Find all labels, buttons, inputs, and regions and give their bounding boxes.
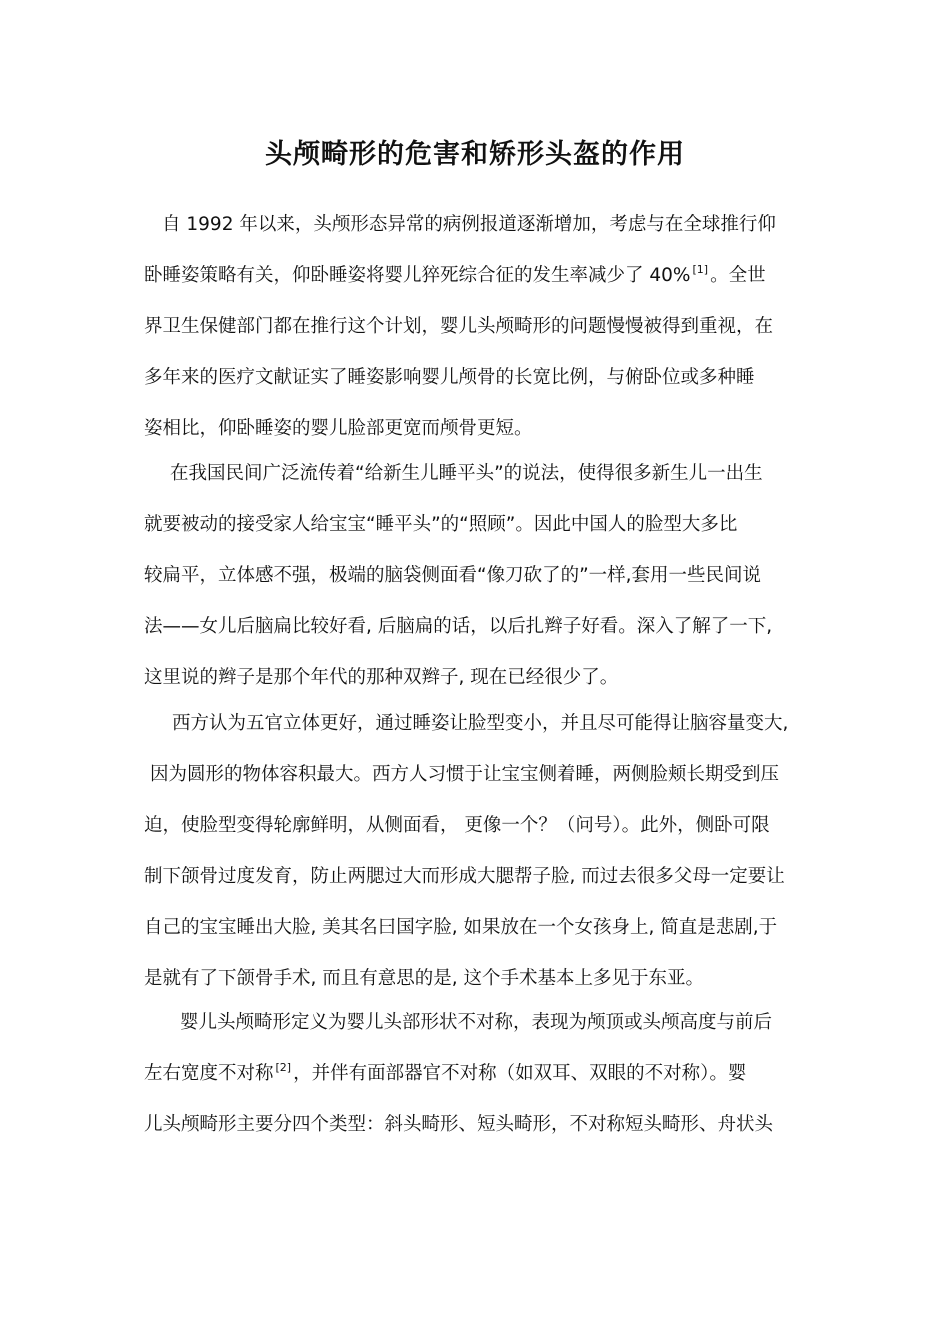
paragraph-line: 迫，使脸型变得轮廓鲜明，从侧面看， 更像一个？（问号）。此外，侧卧可限 (144, 815, 770, 836)
line-text: 。全世 (710, 265, 766, 286)
paragraph-line: 自己的宝宝睡出大脸, 美其名曰国字脸, 如果放在一个女孩身上, 简直是悲剧,于 (144, 917, 778, 938)
paragraph-line: 就要被动的接受家人给宝宝“睡平头”的“照顾”。因此中国人的脸型大多比 (144, 514, 738, 535)
paragraph-line: 这里说的辫子是那个年代的那种双辫子, 现在已经很少了。 (144, 667, 619, 688)
paragraph-line: 婴儿头颅畸形定义为婴儿头部形状不对称，表现为颅顶或头颅高度与前后 (180, 1012, 773, 1033)
paragraph-line: 是就有了下颌骨手术, 而且有意思的是, 这个手术基本上多见于东亚。 (144, 968, 705, 989)
paragraph-line: 多年来的医疗文献证实了睡姿影响婴儿颅骨的长宽比例，与俯卧位或多种睡 (144, 367, 755, 388)
paragraph-line: 自 1992 年以来，头颅形态异常的病例报道逐渐增加，考虑与在全球推行仰 (162, 214, 776, 235)
paragraph-line: 制下颌骨过度发育，防止两腮过大而形成大腮帮子脸, 而过去很多父母一定要让 (144, 866, 785, 887)
paragraph-line (144, 250, 812, 301)
paragraph-3 (144, 698, 812, 1004)
line-text: ，并伴有面部器官不对称（如双耳、双眼的不对称）。婴 (293, 1063, 747, 1084)
paragraph-line (144, 1048, 812, 1099)
paragraph-line: 在我国民间广泛流传着“给新生儿睡平头”的说法，使得很多新生儿一出生 (170, 463, 763, 484)
paragraph-line: 界卫生保健部门都在推行这个计划，婴儿头颅畸形的问题慢慢被得到重视，在 (144, 316, 774, 337)
line-text: 卧睡姿策略有关，仰卧睡姿将婴儿猝死综合征的发生率减少了 40% (144, 265, 691, 286)
citation-marker[interactable]: [2] (275, 1061, 292, 1074)
paragraph-1 (144, 199, 812, 454)
paragraph-line: 儿头颅畸形主要分四个类型：斜头畸形、短头畸形，不对称短头畸形、舟状头 (144, 1114, 774, 1135)
citation-marker[interactable]: [1] (692, 263, 709, 276)
line-text: 左右宽度不对称 (144, 1063, 274, 1084)
paragraph-2 (144, 448, 812, 703)
paragraph-line: 西方认为五官立体更好，通过睡姿让脸型变小，并且尽可能得让脑容量变大, (172, 713, 789, 734)
paragraph-line: 姿相比，仰卧睡姿的婴儿脸部更宽而颅骨更短。 (144, 418, 533, 439)
paragraph-line: 因为圆形的物体容积最大。西方人习惯于让宝宝侧着睡，两侧脸颊长期受到压 (150, 764, 780, 785)
paragraph-4 (144, 997, 812, 1150)
document-title: 头颅畸形的危害和矫形头盔的作用 (265, 139, 685, 170)
paragraph-line: 较扁平，立体感不强，极端的脑袋侧面看“像刀砍了的”一样,套用一些民间说 (144, 565, 762, 586)
paragraph-line: 法——女儿后脑扁比较好看, 后脑扁的话，以后扎辫子好看。深入了解了一下, (144, 616, 773, 637)
